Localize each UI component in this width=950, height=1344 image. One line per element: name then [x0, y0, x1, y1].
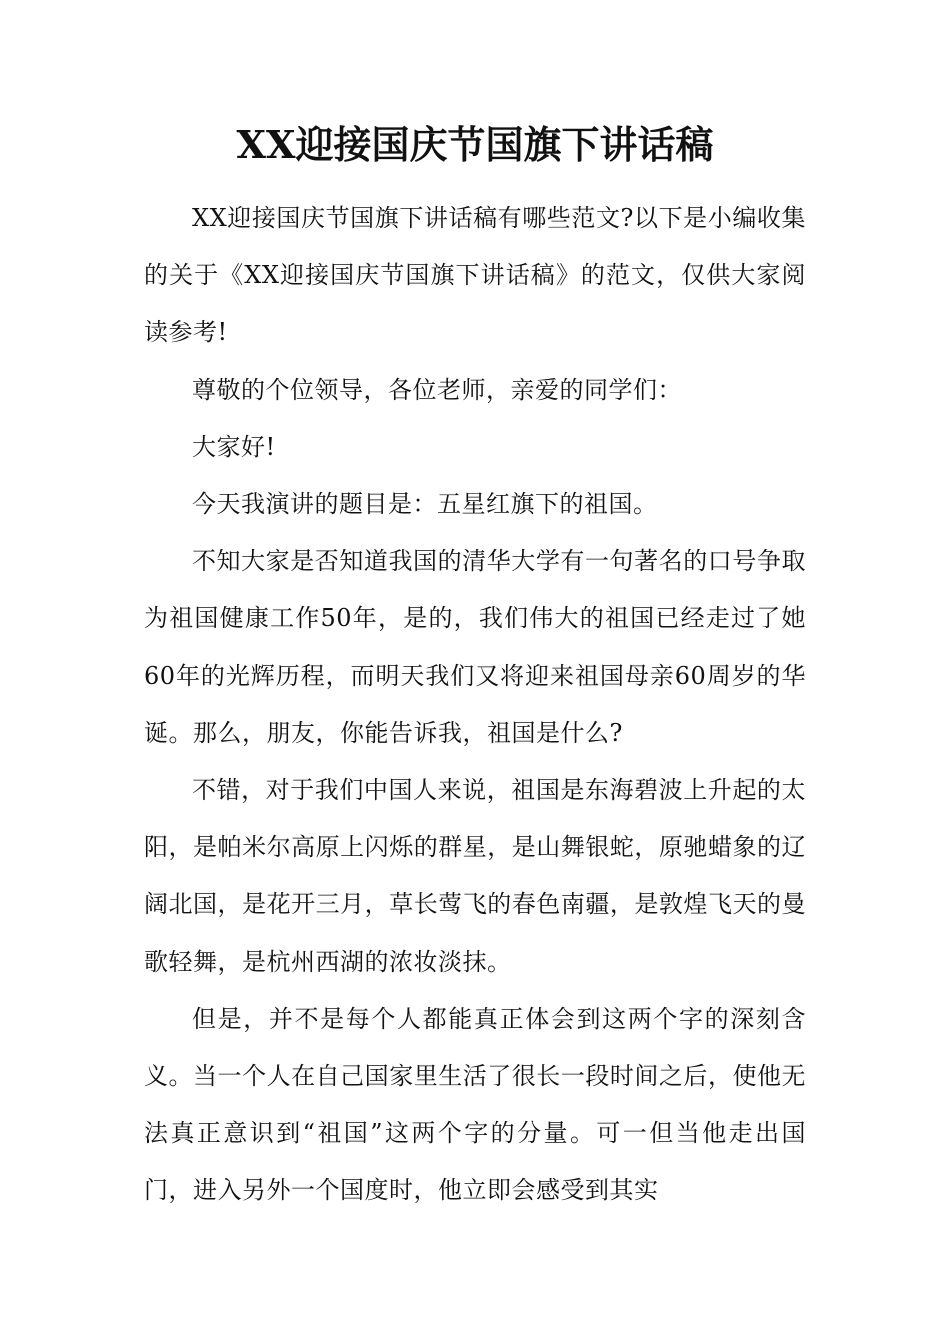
paragraph-body-1: 不知大家是否知道我国的清华大学有一句著名的口号争取为祖国健康工作50年，是的，我们伟大的祖国已经走过了她60年的光辉历程，而明天我们又将迎来祖国母亲60周岁的华诞。那么，朋友，你能告诉我，祖国是什么? — [144, 547, 806, 747]
paragraph-salutation: 尊敬的个位领导，各位老师，亲爱的同学们： — [192, 375, 682, 404]
document-title: XX迎接国庆节国旗下讲话稿 — [236, 122, 714, 167]
paragraph-intro: XX迎接国庆节国旗下讲话稿有哪些范文?以下是小编收集的关于《XX迎接国庆节国旗下讲话稿》的范文，仅供大家阅读参考! — [144, 204, 806, 347]
paragraph-greeting: 大家好! — [192, 432, 276, 461]
paragraph-topic: 今天我演讲的题目是：五星红旗下的祖国。 — [192, 490, 658, 519]
paragraph-body-3: 但是，并不是每个人都能真正体会到这两个字的深刻含义。当一个人在自己国家里生活了很长一段时间之后，使他无法真正意识到“祖国”这两个字的分量。可一但当他走出国门，进入另外一个国度时，他立即会感受到其实 — [144, 1004, 806, 1205]
paragraph-body-2: 不错，对于我们中国人来说，祖国是东海碧波上升起的太阳，是帕米尔高原上闪烁的群星，是山舞银蛇，原驰蜡象的辽阔北国，是花开三月，草长莺飞的春色南疆，是敦煌飞天的曼歌轻舞，是杭州西湖的浓妆淡抹。 — [144, 776, 806, 976]
document-body — [144, 190, 806, 1220]
